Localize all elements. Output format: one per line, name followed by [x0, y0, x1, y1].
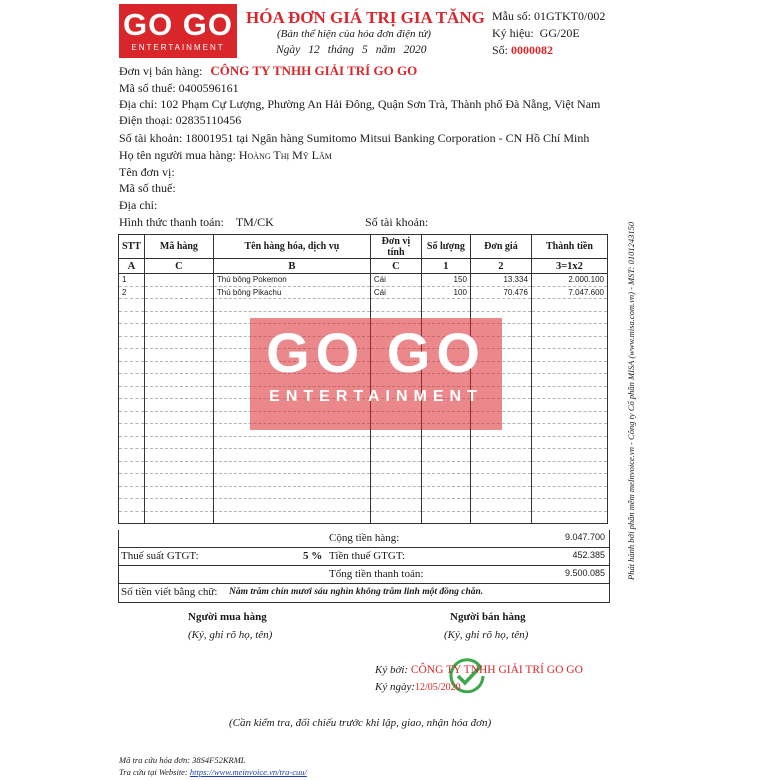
payment-method: Hình thức thanh toán: TM/CK — [119, 215, 274, 229]
logo-watermark: GO GO ENTERTAINMENT — [250, 318, 502, 430]
seller-tax: Mã số thuế: 0400596161 — [119, 81, 239, 95]
seller-signature-note: (Ký, ghi rõ họ, tên) — [444, 629, 529, 641]
buyer-name: Họ tên người mua hàng: Hoàng Thị Mỹ Lâm — [119, 148, 332, 162]
vat-row: Thuế suất GTGT: 5 % Tiền thuế GTGT: 452.385 — [119, 548, 609, 566]
buyer-address: Địa chỉ: — [119, 198, 158, 212]
buyer-account: Số tài khoản: — [365, 215, 429, 229]
total-row: Tổng tiền thanh toán: 9.500.085 — [119, 566, 609, 584]
amount-in-words: Số tiền viết bằng chữ: Năm trăm chín mươi sáu nghìn không trăm linh một đồng chẵn. — [121, 586, 484, 598]
invoice-title: HÓA ĐƠN GIÁ TRỊ GIA TĂNG — [246, 8, 485, 27]
subtotal-row: Cộng tiền hàng: 9.047.700 — [119, 530, 609, 548]
lookup-code: Mã tra cứu hóa đơn: 38S4F52KRML — [119, 755, 246, 765]
lookup-link[interactable]: https://www.meinvoice.vn/tra-cuu/ — [189, 767, 307, 777]
buyer-unit: Tên đơn vị: — [119, 165, 175, 179]
table-row: 1 Thú bông Pokemon Cái 150 13.334 2.000.100 — [119, 274, 608, 287]
empty-table-row — [119, 449, 608, 462]
table-row: 2 Thú bông Pikachu Cái 100 70.476 7.047.600 — [119, 286, 608, 299]
signed-by: Ký bởi: CÔNG TY TNHH GIẢI TRÍ GO GO — [375, 664, 583, 676]
seller-phone: Điện thoại: 02835110456 — [119, 113, 242, 127]
signed-date: Ký ngày:12/05/2020 — [375, 681, 461, 693]
empty-table-row — [119, 511, 608, 524]
table-header: STT Mã hàng Tên hàng hóa, dịch vụ Đơn vị tính Số lượng Đơn giá Thành tiền — [119, 235, 608, 259]
table-column-letters: A C B C 1 2 3=1x2 — [119, 259, 608, 274]
empty-table-row — [119, 499, 608, 512]
seller-address: Địa chỉ: 102 Phạm Cự Lượng, Phường An Hải Đông, Quận Sơn Trà, Thành phố Đà Nẵng, Việt Nam — [119, 97, 601, 111]
invoice-date: Ngày 12 tháng 5 năm 2020 — [276, 44, 427, 56]
invoice-number: Số: 0000082 — [492, 43, 554, 57]
seller-name: Đơn vị bán hàng: CÔNG TY TNHH GIẢI TRÍ GO GO — [119, 63, 418, 78]
seller-account: Số tài khoản: 18001951 tại Ngân hàng Sumitomo Mitsui Banking Corporation - CN Hồ Chí Minh — [119, 131, 590, 145]
invoice-series: Ký hiệu: GG/20E — [492, 26, 580, 40]
empty-table-row — [119, 299, 608, 312]
empty-table-row — [119, 474, 608, 487]
buyer-signature-note: (Ký, ghi rõ họ, tên) — [188, 629, 273, 641]
form-number: Mẫu số: 01GTKT0/002 — [492, 9, 606, 23]
seller-signature-title: Người bán hàng — [450, 611, 526, 623]
invoice-subtitle: (Bản thể hiện của hóa đơn điện tử) — [277, 28, 431, 40]
empty-table-row — [119, 486, 608, 499]
lookup-site: Tra cứu tại Website: https://www.meinvoice.vn/tra-cuu/ — [119, 767, 307, 777]
buyer-signature-title: Người mua hàng — [188, 611, 267, 623]
publisher-side-note: Phát hành bởi phần mềm meInvoice.vn - Công ty Cổ phần MISA (www.misa.com.vn) - MST: 0101243150 — [626, 221, 636, 580]
company-logo: GO GO ENTERTAINMENT — [119, 4, 237, 58]
buyer-tax: Mã số thuế: — [119, 181, 176, 195]
empty-table-row — [119, 461, 608, 474]
verification-note: (Cần kiểm tra, đối chiếu trước khi lập, giao, nhận hóa đơn) — [229, 717, 492, 729]
empty-table-row — [119, 436, 608, 449]
totals-section — [118, 530, 610, 603]
